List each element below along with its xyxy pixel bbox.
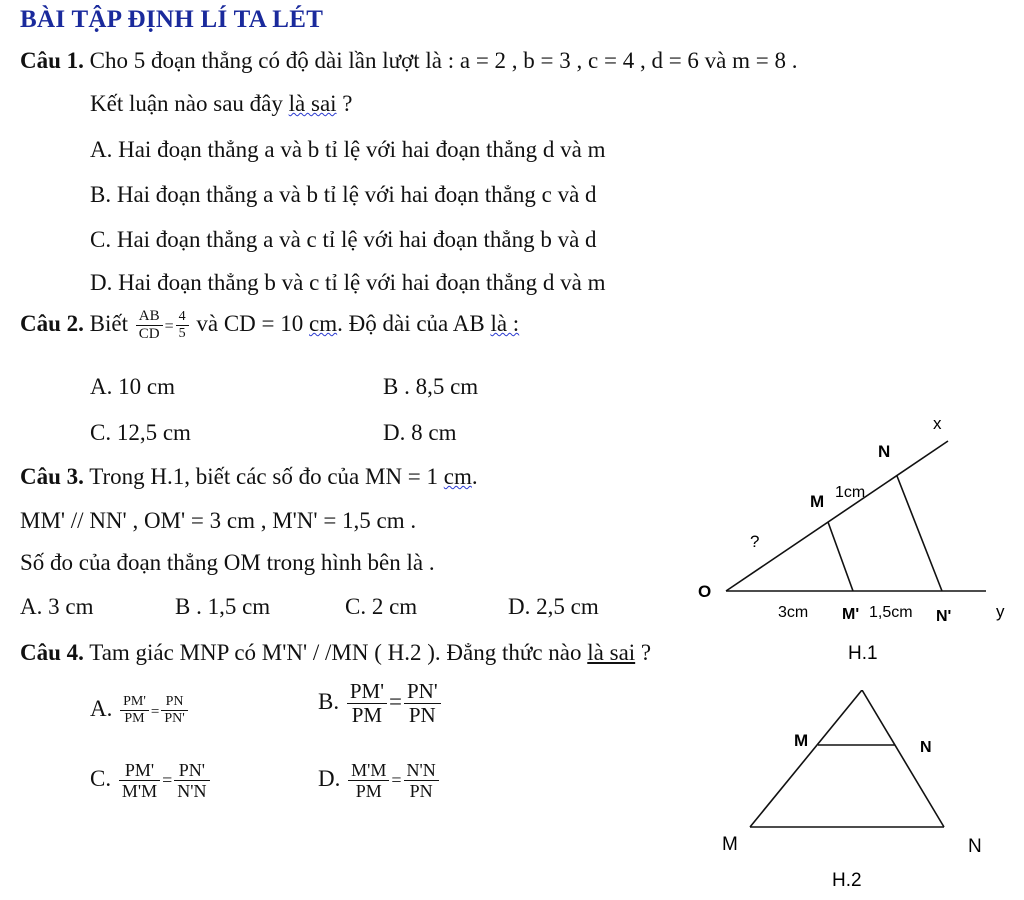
fraction-numerator: PN' — [404, 680, 441, 704]
question-2-label: Câu 2. — [20, 310, 84, 336]
equals-sign: = — [391, 769, 402, 790]
fraction-denominator: PN' — [164, 711, 185, 726]
question-1-prompt-end: ? — [336, 91, 353, 116]
question-4-option-b[interactable] — [318, 680, 443, 727]
label-x: x — [933, 414, 942, 433]
label-unknown: ? — [750, 532, 760, 551]
fraction-4-5 — [176, 309, 189, 342]
question-4-text-end: ? — [635, 640, 652, 665]
question-4-text: Tam giác MNP có M'N' / /MN ( H.2 ). Đẳng thức nào — [89, 640, 588, 665]
question-2-option-c[interactable]: C. 12,5 cm — [90, 420, 191, 445]
question-4-option-d[interactable] — [318, 760, 441, 801]
question-4-emphasis: là sai — [587, 640, 636, 665]
fraction-denominator: PN — [408, 703, 436, 727]
segment-mm-prime — [828, 522, 853, 591]
fraction-numerator: 4 — [176, 309, 189, 326]
question-1-option-c[interactable]: C. Hai đoạn thẳng a và c tỉ lệ với hai đoạn thẳng b và d — [90, 227, 597, 252]
question-4-option-c[interactable] — [90, 760, 212, 801]
question-2-option-a[interactable]: A. 10 cm — [90, 374, 175, 399]
fraction-numerator: PM' — [120, 694, 149, 711]
ray-ox — [726, 441, 948, 591]
question-3-line2: MM' // NN' , OM' = 3 cm , M'N' = 1,5 cm . — [20, 508, 417, 533]
figure-h1-caption: H.1 — [848, 643, 878, 664]
label-y: y — [996, 602, 1005, 621]
side-pm — [750, 690, 862, 827]
fraction-ab-cd — [136, 308, 163, 343]
label-n-top: N — [920, 739, 932, 756]
fraction-numerator: PM' — [347, 680, 387, 704]
question-1 — [20, 48, 797, 74]
fraction-denominator: PM — [351, 703, 383, 727]
question-2-end: . Độ dài của AB — [337, 310, 485, 336]
label-m-bottom: M — [722, 834, 738, 855]
figure-h1 — [690, 405, 1020, 670]
question-4 — [20, 640, 651, 666]
segment-nn-prime — [897, 476, 942, 591]
label-m-prime: M' — [842, 606, 860, 623]
page-title: BÀI TẬP ĐỊNH LÍ TA LÉT — [20, 6, 324, 33]
fraction-numerator: PN — [161, 694, 187, 711]
fraction-numerator: M'M — [348, 760, 389, 781]
fraction-denominator: PN — [409, 781, 433, 801]
question-1-option-a[interactable]: A. Hai đoạn thẳng a và b tỉ lệ với hai đoạn thẳng d và m — [90, 137, 606, 162]
fraction-denominator: CD — [138, 326, 160, 342]
label-n-bottom: N — [968, 836, 982, 857]
option-letter: C. — [90, 765, 112, 791]
label-o: O — [698, 582, 712, 601]
question-1-option-b[interactable]: B. Hai đoạn thẳng a và b tỉ lệ với hai đoạn thẳng c và d — [90, 182, 597, 207]
figure-h2 — [710, 690, 1010, 895]
question-3-line1-end: . — [471, 464, 478, 489]
fraction-numerator: AB — [136, 308, 163, 326]
question-3-option-a[interactable]: A. 3 cm — [20, 594, 94, 619]
question-2-unit: cm — [309, 310, 338, 336]
fraction-numerator: PN' — [174, 760, 209, 781]
question-1-prompt-emphasis: là sai — [288, 91, 337, 116]
label-n-prime: N' — [936, 608, 952, 625]
question-3-option-c[interactable]: C. 2 cm — [345, 594, 418, 619]
fraction-denominator: 5 — [178, 326, 186, 341]
fraction-numerator: N'N — [404, 760, 439, 781]
option-letter: A. — [90, 695, 113, 721]
fraction-denominator: PM — [355, 781, 382, 801]
question-2-option-d[interactable]: D. 8 cm — [383, 420, 457, 445]
question-1-prompt — [90, 91, 353, 117]
question-3-option-d[interactable]: D. 2,5 cm — [508, 594, 599, 619]
question-4-label: Câu 4. — [20, 640, 84, 665]
equals-sign: = — [162, 769, 173, 790]
question-3 — [20, 464, 478, 490]
fraction-denominator: N'N — [177, 781, 207, 801]
question-1-prompt-start: Kết luận nào sau đây — [90, 91, 289, 116]
label-m: M — [810, 492, 825, 511]
option-letter: B. — [318, 688, 340, 714]
label-mpnp-length: 1,5cm — [869, 604, 913, 621]
figure-h2-caption: H.2 — [832, 870, 862, 891]
question-2-mid: và CD = 10 — [196, 310, 304, 336]
equals-sign: = — [164, 317, 174, 335]
fraction-denominator: PM — [124, 711, 145, 726]
label-mn-length: 1cm — [835, 484, 866, 501]
question-2-tail: là : — [490, 310, 520, 336]
label-m-top: M — [794, 731, 809, 750]
label-n: N — [878, 442, 891, 461]
side-pn — [862, 690, 944, 827]
question-1-text: Cho 5 đoạn thẳng có độ dài lần lượt là : a = 2 , b = 3 , c = 4 , d = 6 và m = 8 . — [89, 48, 798, 73]
label-omp-length: 3cm — [778, 604, 809, 621]
option-letter: D. — [318, 765, 341, 791]
equals-sign: = — [150, 703, 160, 720]
question-1-label: Câu 1. — [20, 48, 84, 73]
question-1-option-d[interactable]: D. Hai đoạn thẳng b và c tỉ lệ với hai đoạn thẳng d và m — [90, 270, 606, 295]
question-2-option-b[interactable]: B . 8,5 cm — [383, 374, 479, 399]
fraction-numerator: PM' — [119, 760, 160, 781]
question-3-option-b[interactable]: B . 1,5 cm — [175, 594, 271, 619]
question-3-unit: cm — [443, 464, 472, 489]
question-2-lead: Biết — [89, 310, 128, 336]
question-2 — [20, 308, 519, 343]
question-3-line1: Trong H.1, biết các số đo của MN = 1 — [89, 464, 439, 489]
equals-sign: = — [388, 688, 402, 714]
question-3-line3: Số đo của đoạn thẳng OM trong hình bên là . — [20, 550, 435, 575]
fraction-denominator: M'M — [121, 781, 158, 801]
question-4-option-a[interactable] — [90, 694, 190, 727]
question-3-label: Câu 3. — [20, 464, 84, 489]
